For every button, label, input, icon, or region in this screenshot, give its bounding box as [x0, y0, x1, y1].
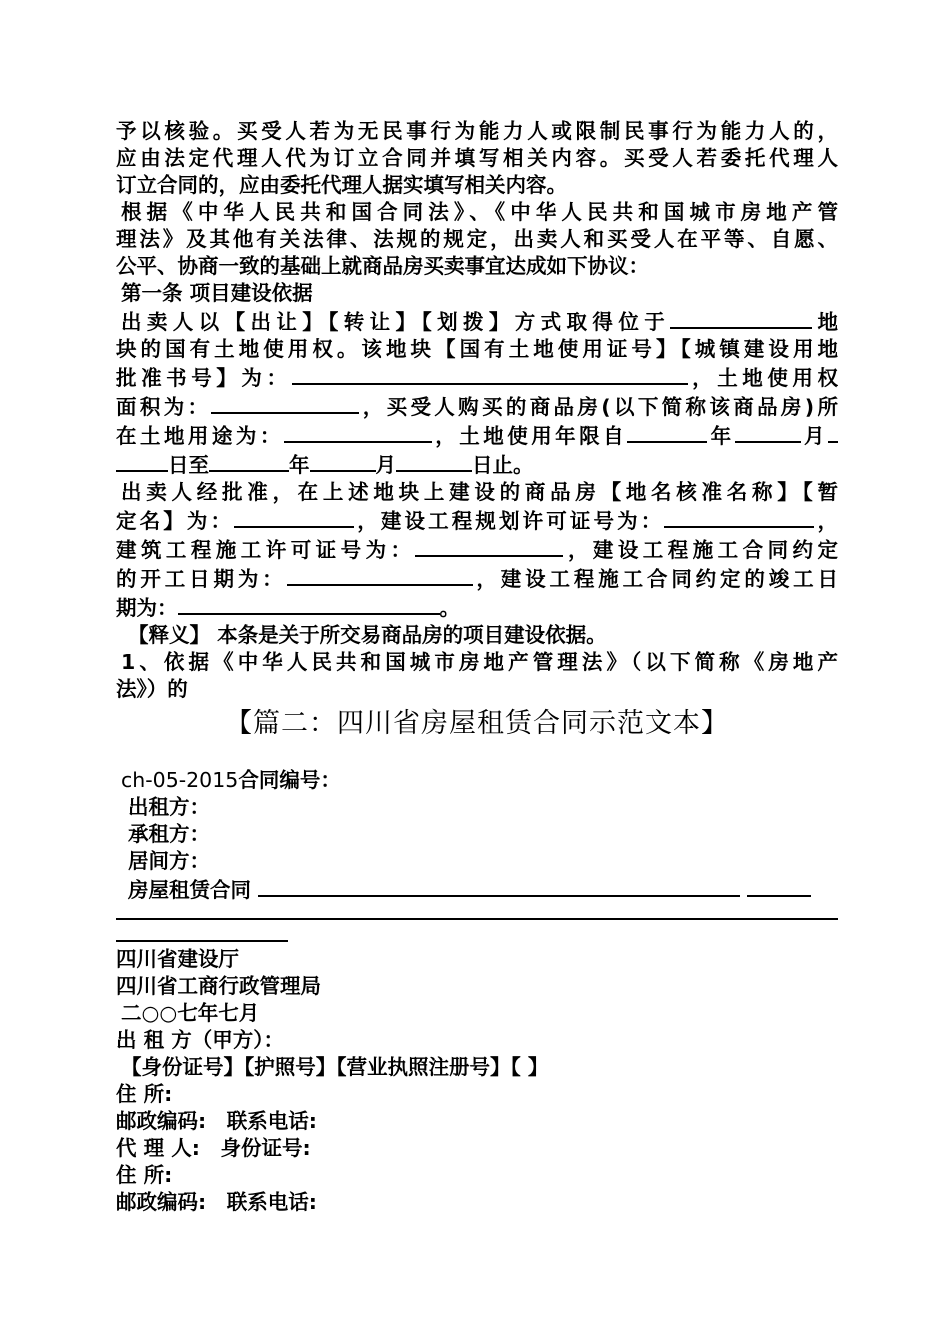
text-run: 在土地用途为： — [116, 424, 284, 448]
text-run: 面积为： — [116, 395, 212, 419]
issue-date: 二○○七年七月 — [121, 1001, 260, 1025]
text-run: 出卖人以【出让】【转让】【划拨】方式取得位于 — [121, 310, 671, 334]
contract-title-line — [116, 875, 838, 904]
fill-blank — [116, 904, 838, 920]
text-run: 年 — [707, 424, 735, 448]
spacer — [116, 741, 838, 767]
fill-blank — [415, 535, 563, 557]
lessor-label: 出租方： — [128, 795, 210, 819]
paragraph-line — [116, 450, 838, 479]
paragraph-line: 应由法定代理人代为订立合同并填写相关内容。买受人若委托代理人 — [116, 146, 838, 170]
contract-code-label: 合同编号： — [238, 768, 341, 792]
text-run: 年 — [289, 453, 310, 477]
id-options: 【身份证号】【护照号】【营业执照注册号】【 】 — [121, 1055, 549, 1079]
fill-blank — [310, 450, 376, 472]
text-run: ，土地使用权 — [687, 366, 839, 390]
fill-blank — [627, 421, 707, 443]
issuer-line: 四川省工商行政管理局 — [116, 974, 321, 998]
paragraph-line — [116, 593, 838, 622]
text-run: ， — [814, 509, 838, 533]
postal-phone-label: 邮政编码: 联系电话: — [116, 1109, 317, 1133]
text-column — [116, 118, 838, 1216]
paragraph-line — [116, 421, 838, 450]
fill-blank — [284, 421, 432, 443]
postal-phone-label: 邮政编码: 联系电话: — [116, 1190, 317, 1214]
paragraph-line: 公平、协商一致的基础上就商品房买卖事宜达成如下协议： — [116, 254, 649, 278]
fill-blank — [670, 307, 812, 329]
paragraph-line — [116, 392, 838, 421]
fill-blank — [116, 450, 168, 472]
section-title: 【篇二：四川省房屋租赁合同示范文本】 — [225, 708, 729, 739]
text-run: 。 — [439, 596, 460, 620]
fill-blank — [396, 450, 472, 472]
fill-blank — [747, 875, 811, 897]
text-run: ，建设工程施工合同约定的竣工日 — [472, 567, 839, 591]
fill-blank — [828, 421, 838, 443]
paragraph-line — [116, 307, 838, 336]
note-line: 【释义】 本条是关于所交易商品房的项目建设依据。 — [128, 623, 607, 647]
text-run: 日止。 — [472, 453, 534, 477]
text-run: 日至 — [168, 453, 209, 477]
text-run: 的开工日期为： — [116, 567, 287, 591]
paragraph-line: 理法》及其他有关法律、法规的规定，出卖人和买受人在平等、自愿、 — [116, 227, 838, 251]
contract-code: ch-05-2015 — [121, 768, 239, 792]
text-run: ，建设工程施工合同约定 — [563, 538, 839, 562]
address-label: 住 所: — [116, 1163, 173, 1187]
paragraph-line: 出卖人经批准，在上述地块上建设的商品房【地名核准名称】【暂 — [121, 480, 838, 504]
fill-blank — [209, 450, 289, 472]
text-run: 月 — [800, 424, 829, 448]
paragraph-line: 订立合同的，应由委托代理人据实填写相关内容。 — [116, 173, 567, 197]
fill-blank — [292, 363, 688, 385]
text-run: 建筑工程施工许可证号为： — [116, 538, 416, 562]
fill-blank — [664, 506, 814, 528]
paragraph-line: 根据《中华人民共和国合同法》、《中华人民共和国城市房地产管 — [121, 200, 838, 224]
text-run: ，买受人购买的商品房(以下简称该商品房)所 — [359, 395, 838, 419]
paragraph-line: 予以核验。买受人若为无民事行为能力人或限制民事行为能力人的， — [116, 119, 838, 143]
party-a-label: 出 租 方（甲方）： — [116, 1028, 285, 1052]
issuer-line: 四川省建设厅 — [116, 947, 239, 971]
paragraph-line: 1、依据《中华人民共和国城市房地产管理法》（以下简称《房地产 — [121, 650, 838, 674]
text-run: ，建设工程规划许可证号为： — [354, 509, 665, 533]
text-run: 月 — [375, 453, 396, 477]
broker-label: 居间方： — [128, 849, 210, 873]
address-label: 住 所: — [116, 1082, 173, 1106]
fill-blank — [287, 564, 473, 586]
text-run: 地 — [812, 310, 839, 334]
fill-blank — [178, 593, 440, 615]
text-run: 定名】为： — [116, 509, 235, 533]
contract-code-line — [116, 767, 838, 794]
contract-title-label: 房屋租赁合同 — [128, 878, 251, 902]
fill-blank — [735, 421, 801, 443]
agent-label: 代 理 人: 身份证号: — [116, 1136, 311, 1160]
paragraph-line: 块的国有土地使用权。该地块【国有土地使用证号】【城镇建设用地 — [116, 337, 838, 361]
paragraph-line — [116, 535, 838, 564]
fill-blank — [234, 506, 354, 528]
paragraph-line — [116, 506, 838, 535]
paragraph-line: 法》）的 — [116, 677, 188, 701]
fill-blank — [258, 875, 740, 897]
text-run: 期为： — [116, 596, 178, 620]
fill-blank — [211, 392, 359, 414]
fill-blank — [116, 920, 288, 942]
article-heading: 第一条 项目建设依据 — [121, 281, 313, 305]
text-run: ，土地使用年限自 — [431, 424, 628, 448]
text-run: 批准书号】为： — [116, 366, 292, 390]
paragraph-line — [116, 363, 838, 392]
lessee-label: 承租方： — [128, 822, 210, 846]
paragraph-line — [116, 564, 838, 593]
